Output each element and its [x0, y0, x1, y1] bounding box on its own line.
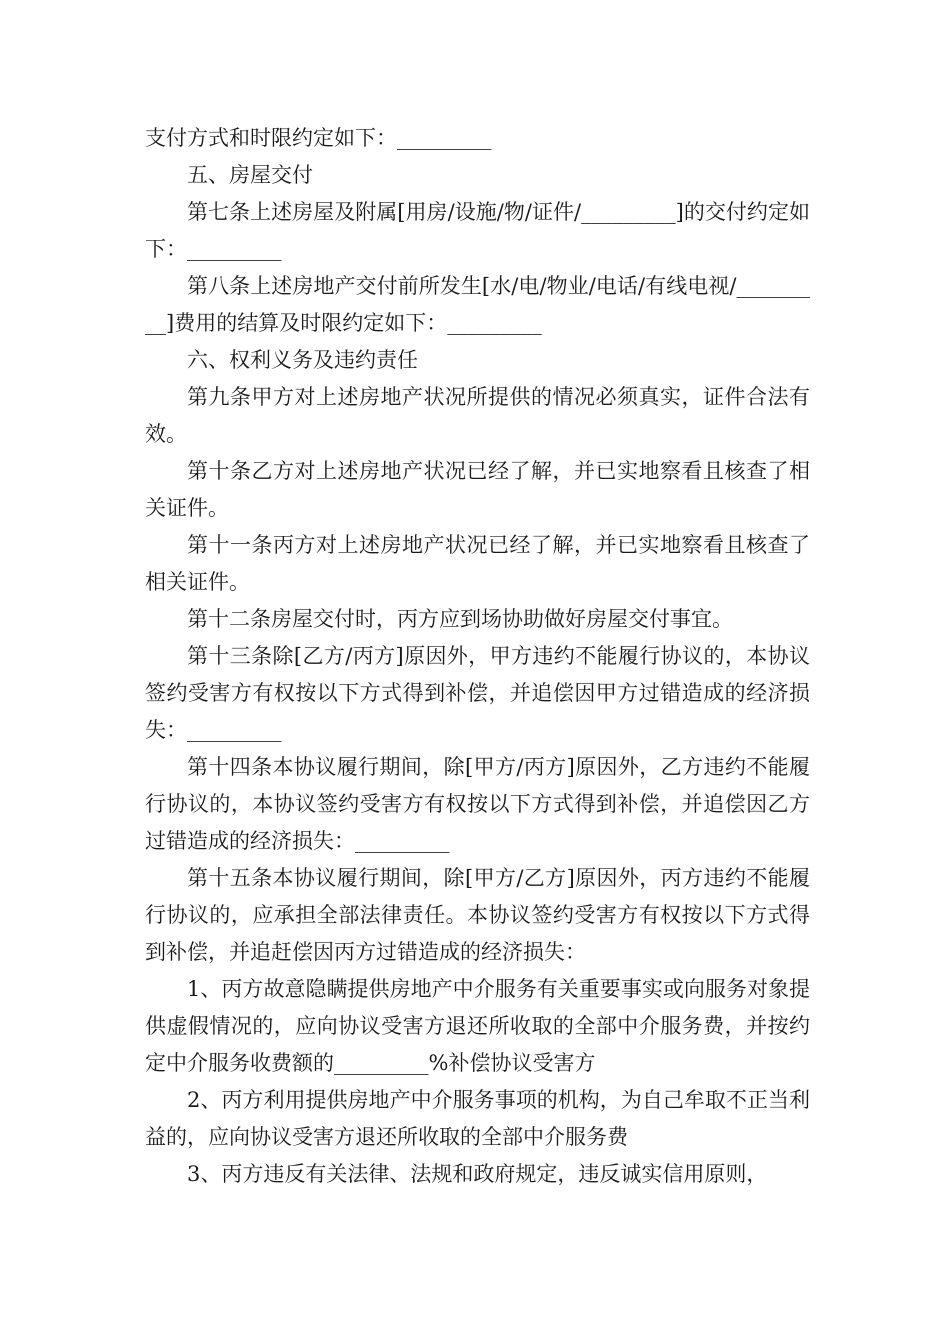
paragraph-article-9: 第九条甲方对上述房地产状况所提供的情况必须真实，证件合法有效。 — [145, 385, 810, 446]
paragraph-article-10: 第十条乙方对上述房地产状况已经了解，并已实地察看且核查了相关证件。 — [145, 459, 810, 520]
list-item-1: 1、丙方故意隐瞒提供房地产中介服务有关重要事实或向服务对象提供虚假情况的，应向协议受害方退还所收取的全部中介服务费，并按约定中介服务收费额的_________%补偿协议受害方 — [145, 977, 810, 1075]
paragraph-article-14: 第十四条本协议履行期间，除[甲方/丙方]原因外，乙方违约不能履行协议的，本协议签约受害方有权按以下方式得到补偿，并追偿因乙方过错造成的经济损失：_________ — [145, 755, 810, 853]
document-page — [145, 120, 810, 1193]
paragraph-article-15: 第十五条本协议履行期间，除[甲方/乙方]原因外，丙方违约不能履行协议的，应承担全部法律责任。本协议签约受害方有权按以下方式得到补偿，并追赶偿因丙方过错造成的经济损失： — [145, 866, 810, 964]
paragraph-article-7: 第七条上述房屋及附属[用房/设施/物/证件/_________]的交付约定如下：_________ — [145, 200, 810, 261]
paragraph-payment-terms: 支付方式和时限约定如下：_________ — [145, 126, 492, 150]
paragraph-article-11: 第十一条丙方对上述房地产状况已经了解，并已实地察看且核查了相关证件。 — [145, 533, 810, 594]
paragraph-article-12: 第十二条房屋交付时，丙方应到场协助做好房屋交付事宜。 — [187, 607, 733, 631]
list-item-2: 2、丙方利用提供房地产中介服务事项的机构，为自己牟取不正当利益的，应向协议受害方退还所收取的全部中介服务费 — [145, 1088, 810, 1149]
paragraph-article-8: 第八条上述房地产交付前所发生[水/电/物业/电话/有线电视/_________]费用的结算及时限约定如下：_________ — [145, 274, 810, 335]
section-heading-rights-obligations: 六、权利义务及违约责任 — [187, 348, 418, 372]
paragraph-article-13: 第十三条除[乙方/丙方]原因外，甲方违约不能履行协议的，本协议签约受害方有权按以下方式得到补偿，并追偿因甲方过错造成的经济损失：_________ — [145, 644, 810, 742]
list-item-3: 3、丙方违反有关法律、法规和政府规定，违反诚实信用原则， — [187, 1162, 768, 1186]
section-heading-house-delivery: 五、房屋交付 — [187, 163, 313, 187]
